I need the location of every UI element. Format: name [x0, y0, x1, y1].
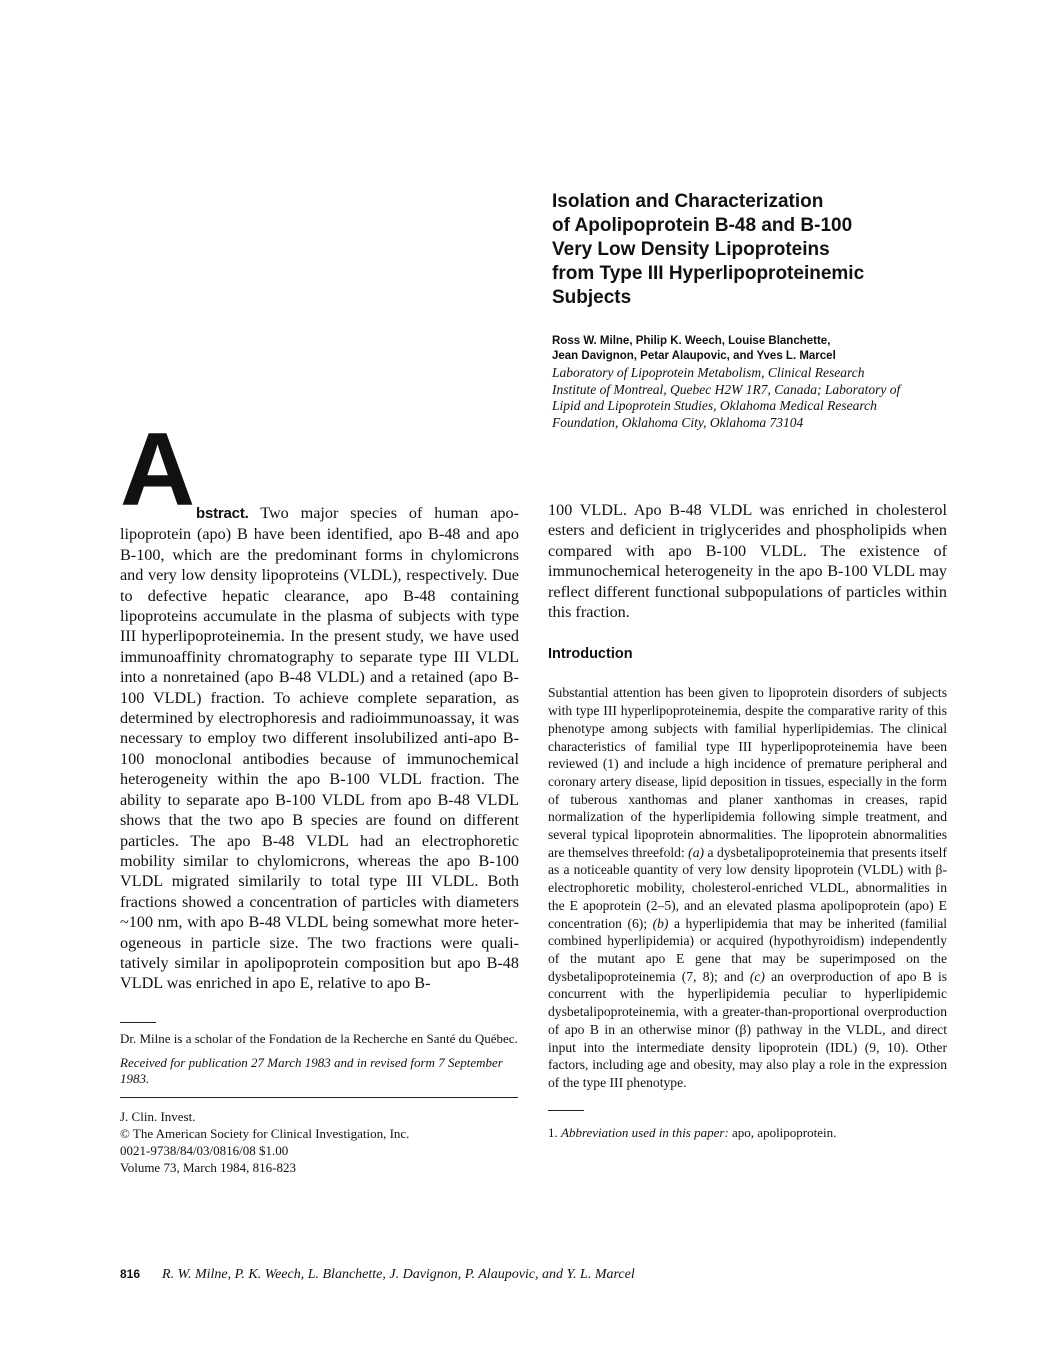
title-line: Very Low Density Lipoproteins	[552, 239, 830, 260]
affiliation-line: Foundation, Oklahoma City, Oklahoma 73104	[552, 414, 804, 430]
title-line: Isolation and Characterization	[552, 191, 824, 212]
received-footnote: Received for publication 27 March 1983 and in revised form 7 September 1983.	[120, 1054, 503, 1086]
paper-title	[552, 190, 992, 310]
scholar-footnote: Dr. Milne is a scholar of the Fondation de la Recherche en Santé du Québec.	[120, 1030, 518, 1046]
author-line: Jean Davignon, Petar Alaupovic, and Yves L. Marcel	[552, 350, 836, 362]
abbreviation-footnote	[548, 1125, 947, 1141]
abstract-label: bstract.	[196, 505, 249, 522]
title-block	[552, 190, 992, 431]
journal-volume: Volume 73, March 1984, 816-823	[120, 1159, 296, 1175]
title-line: of Apolipoprotein B-48 and B-100	[552, 215, 853, 236]
journal-copyright: © The American Society for Clinical Investigation, Inc.	[120, 1125, 410, 1141]
abstract-continuation: 100 VLDL. Apo B-48 VLDL was enriched in cholesterol esters and deficient in triglycerides and phospholipids when compared with apo B-100 VLDL. The existence of immunochemical heterogeneity in the apo B-100 VLDL may reflect different functional subpopulations of particles within this fraction.	[548, 501, 947, 622]
intro-text-3: a hyperlipidemia that may be inherited (familial combined hyperlipidemia) or acquired (hypothyroidism) independently of the mutant apo E gene that may be superimposed on the dysbetalipoproteinemia (7, 8); and	[548, 915, 947, 984]
left-column	[120, 412, 519, 1176]
running-authors: R. W. Milne, P. K. Weech, L. Blanchette, J. Davignon, P. Alaupovic, and Y. L. Marcel	[162, 1267, 635, 1282]
journal-name: J. Clin. Invest.	[120, 1108, 196, 1124]
title-line: from Type III Hyperlipoproteinemic	[552, 263, 865, 284]
footnote-label: Abbreviation used in this paper:	[561, 1124, 729, 1140]
affiliation-line: Lipid and Lipoprotein Studies, Oklahoma Medical Research	[552, 398, 877, 413]
abstract-body: Two major species of human apolipoprotein (apo) B have been identified, apo B-48 and apo B-100, which are the predominant forms in chylomicrons and very low density lipoproteins (VLDL), respectively. Due to defective hepatic clearance, apo B-48 containing lipoproteins accumulate in the plasma of subjects with type III hyperlipoproteinemia. In the present study, we have used immunoaffinity chromatography to separate type III VLDL into a nonretained (apo B-48 VLDL) and a retained (apo B-100 VLDL) fraction. To achieve complete separation, as determined by electrophoresis and radioimmunoassay, it was necessary to employ two different insolubilized anti-apo B-100 monoclonal antibodies because of immunochemical heterogeneity within the apo B-100 VLDL fraction. The ability to separate apo B-100 VLDL from apo B-48 VLDL shows that the two apo B species are found on different particles. The apo B-48 VLDL had an electrophoretic mobility similar to chylomicrons, whereas the apo B-100 VLDL migrated similarily to total type III VLDL. Both fractions showed a concentration of particles with diameters ~100 nm, with apo B-48 VLDL being somewhat more heterogeneous in particle size. The two fractions were qualitatively similar in apolipoprotein composition but apo B-48 VLDL was enriched in apo E, relative to apo B-	[120, 504, 519, 993]
footnote-separator	[548, 1110, 584, 1111]
list-marker-b: (b)	[652, 915, 669, 931]
page-footer	[120, 1265, 940, 1283]
abstract-drop-cap: A	[120, 412, 196, 528]
page-number: 816	[120, 1267, 141, 1281]
journal-info	[120, 1108, 519, 1176]
footnote-number: 1.	[548, 1124, 558, 1140]
author-line: Ross W. Milne, Philip K. Weech, Louise Blanchette,	[552, 335, 831, 347]
intro-text-1: Substantial attention has been given to lipoprotein disorders of subjects with type III hyperlipoproteinemia, despite the comparative rarity of this phenotype among subjects with familial hyperlipidemias. The clinical characteristics of familial type III hyperlipoproteinemia have been reviewed (1) and include a high incidence of premature peripheral and coronary artery disease, lipid deposition in tissues, especially in the form of tuberous xanthomas and planer xanthomas in creases, rapid normalization of the hyperlipidemia following simple treatment, and several typical lipoprotein abnormalities. The lipoprotein abnormalities are themselves threefold:	[548, 685, 947, 860]
list-marker-a: (a)	[688, 844, 705, 860]
list-marker-c: (c)	[749, 968, 765, 984]
author-list	[552, 334, 992, 364]
footnote-separator	[120, 1022, 156, 1023]
footnote-text: apo, apolipoprotein.	[728, 1124, 837, 1140]
title-line: Subjects	[552, 287, 632, 308]
affiliation-line: Institute of Montreal, Quebec H2W 1R7, Canada; Laboratory of	[552, 381, 901, 397]
intro-text-4: an overproduction of apo B is concurrent with the hyperlipidemia peculiar to hyperlipidemic dysbetalipoproteinemia, with a greater-than-proportional overproduction of apo B in an otherwise minor (β) pathway in the VLDL, and direct input into the intermediate density lipoprotein (IDL) (9, 10). Other factors, including age and obesity, may also play a role in the expression of the type III phenotype.	[548, 968, 948, 1090]
journal-info-rule	[120, 1097, 518, 1098]
right-column	[548, 500, 947, 1141]
affiliation-line: Laboratory of Lipoprotein Metabolism, Clinical Research	[552, 365, 865, 380]
affiliation	[552, 365, 992, 431]
intro-text-2: a dysbetalipoproteinemia that presents itself as a noticeable quantity of very low density lipoprotein (VLDL) with β-electrophoretic mobility, cholesterol-enriched VLDL, abnormalities in the E apoprotein (2–5), and an elevated plasma apolipoprotein (apo) E concentration (6);	[548, 844, 947, 931]
introduction-heading: Introduction	[548, 646, 633, 663]
introduction-paragraph	[548, 684, 947, 1091]
journal-code: 0021-9738/84/03/0816/08 $1.00	[120, 1142, 289, 1158]
